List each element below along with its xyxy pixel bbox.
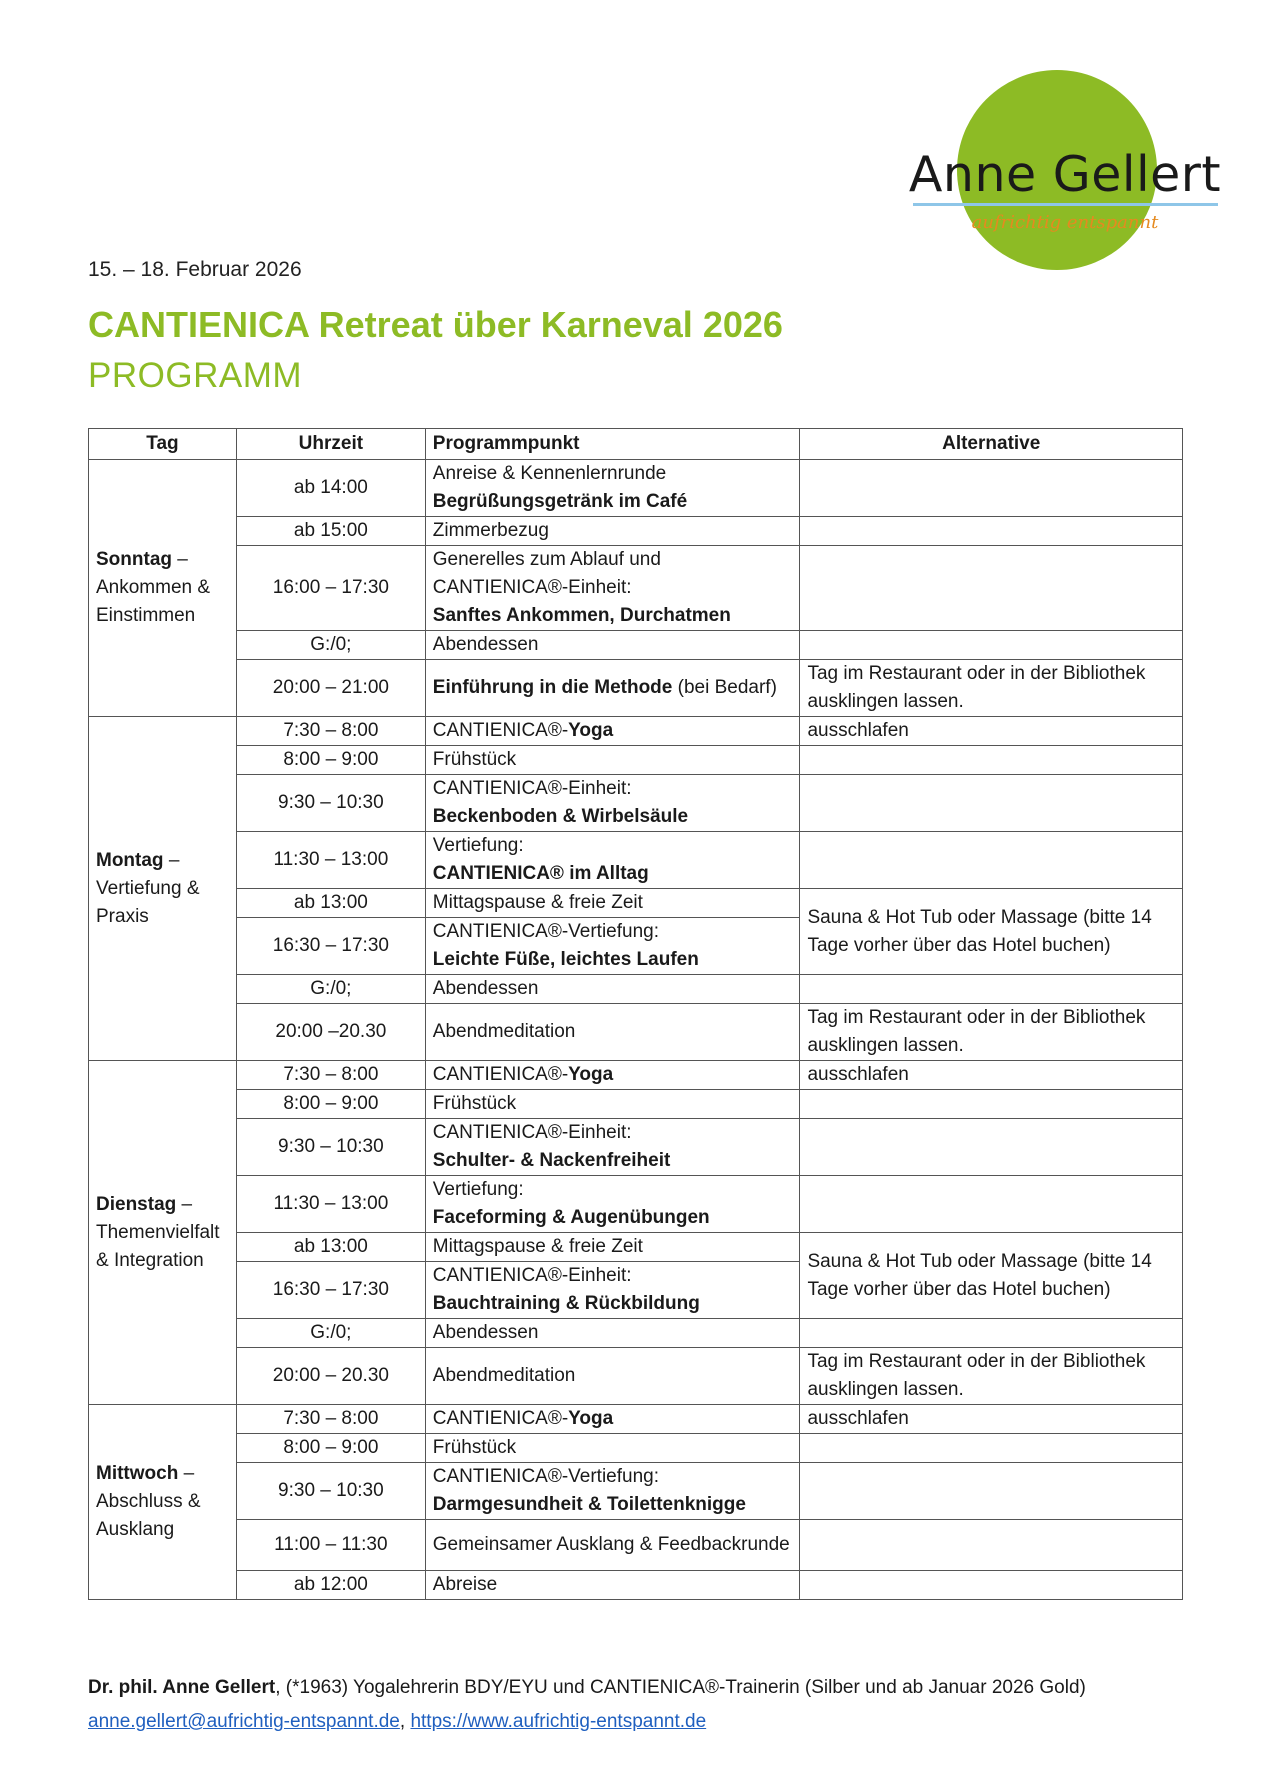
time-cell: 8:00 – 9:00 [236, 1090, 425, 1119]
time-cell: G:/0; [236, 975, 425, 1004]
logo-underline [913, 203, 1218, 206]
time-cell: ab 13:00 [236, 889, 425, 918]
page-title: CANTIENICA Retreat über Karneval 2026 [88, 304, 783, 345]
program-highlight: Einführung in die Methode [432, 677, 673, 698]
alternative-cell: Tag im Restaurant oder in der Bibliothek ausklingen lassen. [800, 1348, 1183, 1405]
program-text: Zimmerbezug [432, 520, 549, 541]
day-cell [89, 1405, 237, 1600]
program-text: Vertiefung: [432, 835, 524, 856]
time-cell: 20:00 –20.30 [236, 1004, 425, 1061]
program-highlight: Yoga [568, 1064, 614, 1085]
time-cell: ab 13:00 [236, 1233, 425, 1262]
table-row [89, 1405, 1183, 1434]
program-text: CANTIENICA®-Vertiefung: [432, 1466, 660, 1487]
alternative-cell [800, 832, 1183, 889]
program-cell [425, 889, 800, 918]
program-text: Gemeinsamer Ausklang & Feedbackrunde [432, 1534, 790, 1555]
program-text: Abendessen [432, 978, 539, 999]
program-highlight: Faceforming & Augenübungen [432, 1207, 710, 1228]
program-text: CANTIENICA®-Einheit: [432, 1265, 632, 1286]
program-cell [425, 918, 800, 975]
program-table [88, 428, 1183, 1600]
program-text: Frühstück [432, 1093, 517, 1114]
author-name: Dr. phil. Anne Gellert [88, 1677, 276, 1698]
day-cell [89, 717, 237, 1061]
alternative-cell [800, 1463, 1183, 1520]
program-text: Abreise [432, 1574, 498, 1595]
table-row [89, 832, 1183, 889]
day-name: Mittwoch [96, 1463, 179, 1484]
time-cell: 11:30 – 13:00 [236, 1176, 425, 1233]
alternative-cell [800, 1176, 1183, 1233]
program-text: Vertiefung: [432, 1179, 524, 1200]
time-cell: 16:00 – 17:30 [236, 546, 425, 631]
alternative-cell: Sauna & Hot Tub oder Massage (bitte 14 Tage vorher über das Hotel buchen) [800, 889, 1183, 975]
table-row [89, 460, 1183, 517]
program-highlight: Darmgesundheit & Toilettenknigge [432, 1494, 746, 1515]
program-cell [425, 460, 800, 517]
program-text: Mittagspause & freie Zeit [432, 1236, 643, 1257]
program-text: Abendessen [432, 1322, 539, 1343]
table-row [89, 746, 1183, 775]
alternative-cell: ausschlafen [800, 717, 1183, 746]
program-cell [425, 1233, 800, 1262]
day-description: Vertiefung & Praxis [96, 877, 200, 927]
program-text: Mittagspause & freie Zeit [432, 892, 643, 913]
program-highlight: Begrüßungsgetränk im Café [432, 491, 688, 512]
alternative-cell: Tag im Restaurant oder in der Bibliothek ausklingen lassen. [800, 660, 1183, 717]
alternative-cell: Sauna & Hot Tub oder Massage (bitte 14 Tage vorher über das Hotel buchen) [800, 1233, 1183, 1319]
alternative-cell [800, 975, 1183, 1004]
program-highlight: Yoga [568, 720, 614, 741]
table-row [89, 1119, 1183, 1176]
table-row [89, 1233, 1183, 1262]
program-text: CANTIENICA®- [432, 1408, 569, 1429]
program-highlight: CANTIENICA® im Alltag [432, 863, 649, 884]
alternative-cell [800, 1434, 1183, 1463]
table-row [89, 975, 1183, 1004]
page-subtitle: PROGRAMM [88, 356, 302, 395]
table-row [89, 1571, 1183, 1600]
program-cell [425, 1571, 800, 1600]
time-cell: 9:30 – 10:30 [236, 1463, 425, 1520]
table-header-row [89, 429, 1183, 460]
alternative-cell [800, 546, 1183, 631]
program-cell [425, 746, 800, 775]
time-cell: ab 12:00 [236, 1571, 425, 1600]
table-row [89, 631, 1183, 660]
time-cell: ab 14:00 [236, 460, 425, 517]
footer [88, 1671, 1086, 1739]
website-link[interactable]: https://www.aufrichtig-entspannt.de [410, 1711, 707, 1732]
alternative-cell [800, 1090, 1183, 1119]
table-row [89, 1348, 1183, 1405]
program-text: Abendessen [432, 634, 539, 655]
table-row [89, 1319, 1183, 1348]
table-row [89, 517, 1183, 546]
day-description: Themenvielfalt & Integration [96, 1221, 220, 1271]
table-row [89, 1434, 1183, 1463]
time-cell: 20:00 – 20.30 [236, 1348, 425, 1405]
header-alternative: Alternative [800, 429, 1183, 460]
alternative-cell [800, 1119, 1183, 1176]
time-cell: ab 15:00 [236, 517, 425, 546]
table-row [89, 1004, 1183, 1061]
program-highlight: Yoga [568, 1408, 614, 1429]
program-cell [425, 546, 800, 631]
time-cell: 7:30 – 8:00 [236, 1061, 425, 1090]
time-cell: 7:30 – 8:00 [236, 717, 425, 746]
alternative-cell [800, 746, 1183, 775]
program-cell [425, 1090, 800, 1119]
author-bio: , (*1963) Yogalehrerin BDY/EYU und CANTIENICA®-Trainerin (Silber und ab Januar 2026 Gold) [275, 1677, 1086, 1698]
brand-logo [905, 70, 1225, 280]
program-cell [425, 775, 800, 832]
time-cell: 20:00 – 21:00 [236, 660, 425, 717]
alternative-cell [800, 460, 1183, 517]
alternative-cell [800, 1571, 1183, 1600]
day-separator: – [176, 1193, 193, 1215]
program-text: Generelles zum Ablauf und [432, 549, 661, 570]
table-row [89, 717, 1183, 746]
program-highlight: Beckenboden & Wirbelsäule [432, 806, 689, 827]
time-cell: 16:30 – 17:30 [236, 1262, 425, 1319]
day-cell [89, 460, 237, 717]
program-cell [425, 660, 800, 717]
alternative-cell [800, 517, 1183, 546]
time-cell: 8:00 – 9:00 [236, 1434, 425, 1463]
table-row [89, 546, 1183, 631]
program-cell [425, 1405, 800, 1434]
program-text: CANTIENICA®-Einheit: [432, 577, 632, 598]
program-cell [425, 832, 800, 889]
program-text: CANTIENICA®- [432, 1064, 569, 1085]
day-separator: – [178, 1463, 195, 1484]
time-cell: G:/0; [236, 1319, 425, 1348]
table-row [89, 1090, 1183, 1119]
alternative-cell: ausschlafen [800, 1061, 1183, 1090]
program-highlight: Sanftes Ankommen, Durchatmen [432, 605, 731, 626]
program-text: Frühstück [432, 749, 517, 770]
time-cell: 11:30 – 13:00 [236, 832, 425, 889]
alternative-cell [800, 1520, 1183, 1571]
program-cell [425, 717, 800, 746]
program-cell [425, 1463, 800, 1520]
program-cell [425, 1004, 800, 1061]
contact-separator: , [399, 1711, 411, 1732]
day-separator: – [172, 549, 188, 570]
day-cell [89, 1061, 237, 1405]
time-cell: 9:30 – 10:30 [236, 775, 425, 832]
table-row [89, 889, 1183, 918]
alternative-cell [800, 631, 1183, 660]
time-cell: 8:00 – 9:00 [236, 746, 425, 775]
program-text: CANTIENICA®-Einheit: [432, 778, 632, 799]
program-text: Abendmeditation [432, 1365, 576, 1386]
program-cell [425, 517, 800, 546]
program-highlight: Bauchtraining & Rückbildung [432, 1293, 700, 1314]
day-name: Montag [96, 849, 164, 871]
day-name: Sonntag [96, 549, 172, 570]
alternative-cell: Tag im Restaurant oder in der Bibliothek ausklingen lassen. [800, 1004, 1183, 1061]
program-text: CANTIENICA®- [432, 720, 569, 741]
program-text: Frühstück [432, 1437, 517, 1458]
alternative-cell [800, 1319, 1183, 1348]
program-cell [425, 1119, 800, 1176]
logo-tagline: aufrichtig entspannt [971, 212, 1159, 233]
program-text: (bei Bedarf) [672, 677, 777, 698]
event-date: 15. – 18. Februar 2026 [88, 258, 302, 281]
program-cell [425, 1262, 800, 1319]
program-cell [425, 1434, 800, 1463]
day-description: Abschluss & Ausklang [96, 1491, 201, 1540]
program-text: Anreise & Kennenlernrunde [432, 463, 667, 484]
email-link[interactable]: anne.gellert@aufrichtig-entspannt.de [88, 1711, 400, 1732]
program-cell [425, 975, 800, 1004]
program-cell [425, 1176, 800, 1233]
table-row [89, 1520, 1183, 1571]
alternative-cell: ausschlafen [800, 1405, 1183, 1434]
program-text: CANTIENICA®-Einheit: [432, 1122, 632, 1143]
day-separator: – [163, 849, 180, 871]
header-tag: Tag [89, 429, 237, 460]
program-highlight: Schulter- & Nackenfreiheit [432, 1150, 671, 1171]
program-cell [425, 1520, 800, 1571]
time-cell: 7:30 – 8:00 [236, 1405, 425, 1434]
table-row [89, 660, 1183, 717]
time-cell: 11:00 – 11:30 [236, 1520, 425, 1571]
program-cell [425, 1348, 800, 1405]
program-text: CANTIENICA®-Vertiefung: [432, 921, 660, 942]
day-name: Dienstag [96, 1193, 177, 1215]
day-description: Ankommen & Einstimmen [96, 577, 211, 626]
program-highlight: Leichte Füße, leichtes Laufen [432, 949, 699, 970]
program-text: Abendmeditation [432, 1021, 576, 1042]
time-cell: G:/0; [236, 631, 425, 660]
time-cell: 9:30 – 10:30 [236, 1119, 425, 1176]
logo-name: Anne Gellert [908, 146, 1222, 203]
table-row [89, 1061, 1183, 1090]
header-programmpunkt: Programmpunkt [425, 429, 800, 460]
header-uhrzeit: Uhrzeit [236, 429, 425, 460]
alternative-cell [800, 775, 1183, 832]
author-bio-line [88, 1671, 1086, 1705]
program-cell [425, 1061, 800, 1090]
time-cell: 16:30 – 17:30 [236, 918, 425, 975]
table-row [89, 1176, 1183, 1233]
program-cell [425, 631, 800, 660]
contact-line [88, 1705, 1086, 1739]
table-row [89, 1463, 1183, 1520]
program-cell [425, 1319, 800, 1348]
table-row [89, 775, 1183, 832]
